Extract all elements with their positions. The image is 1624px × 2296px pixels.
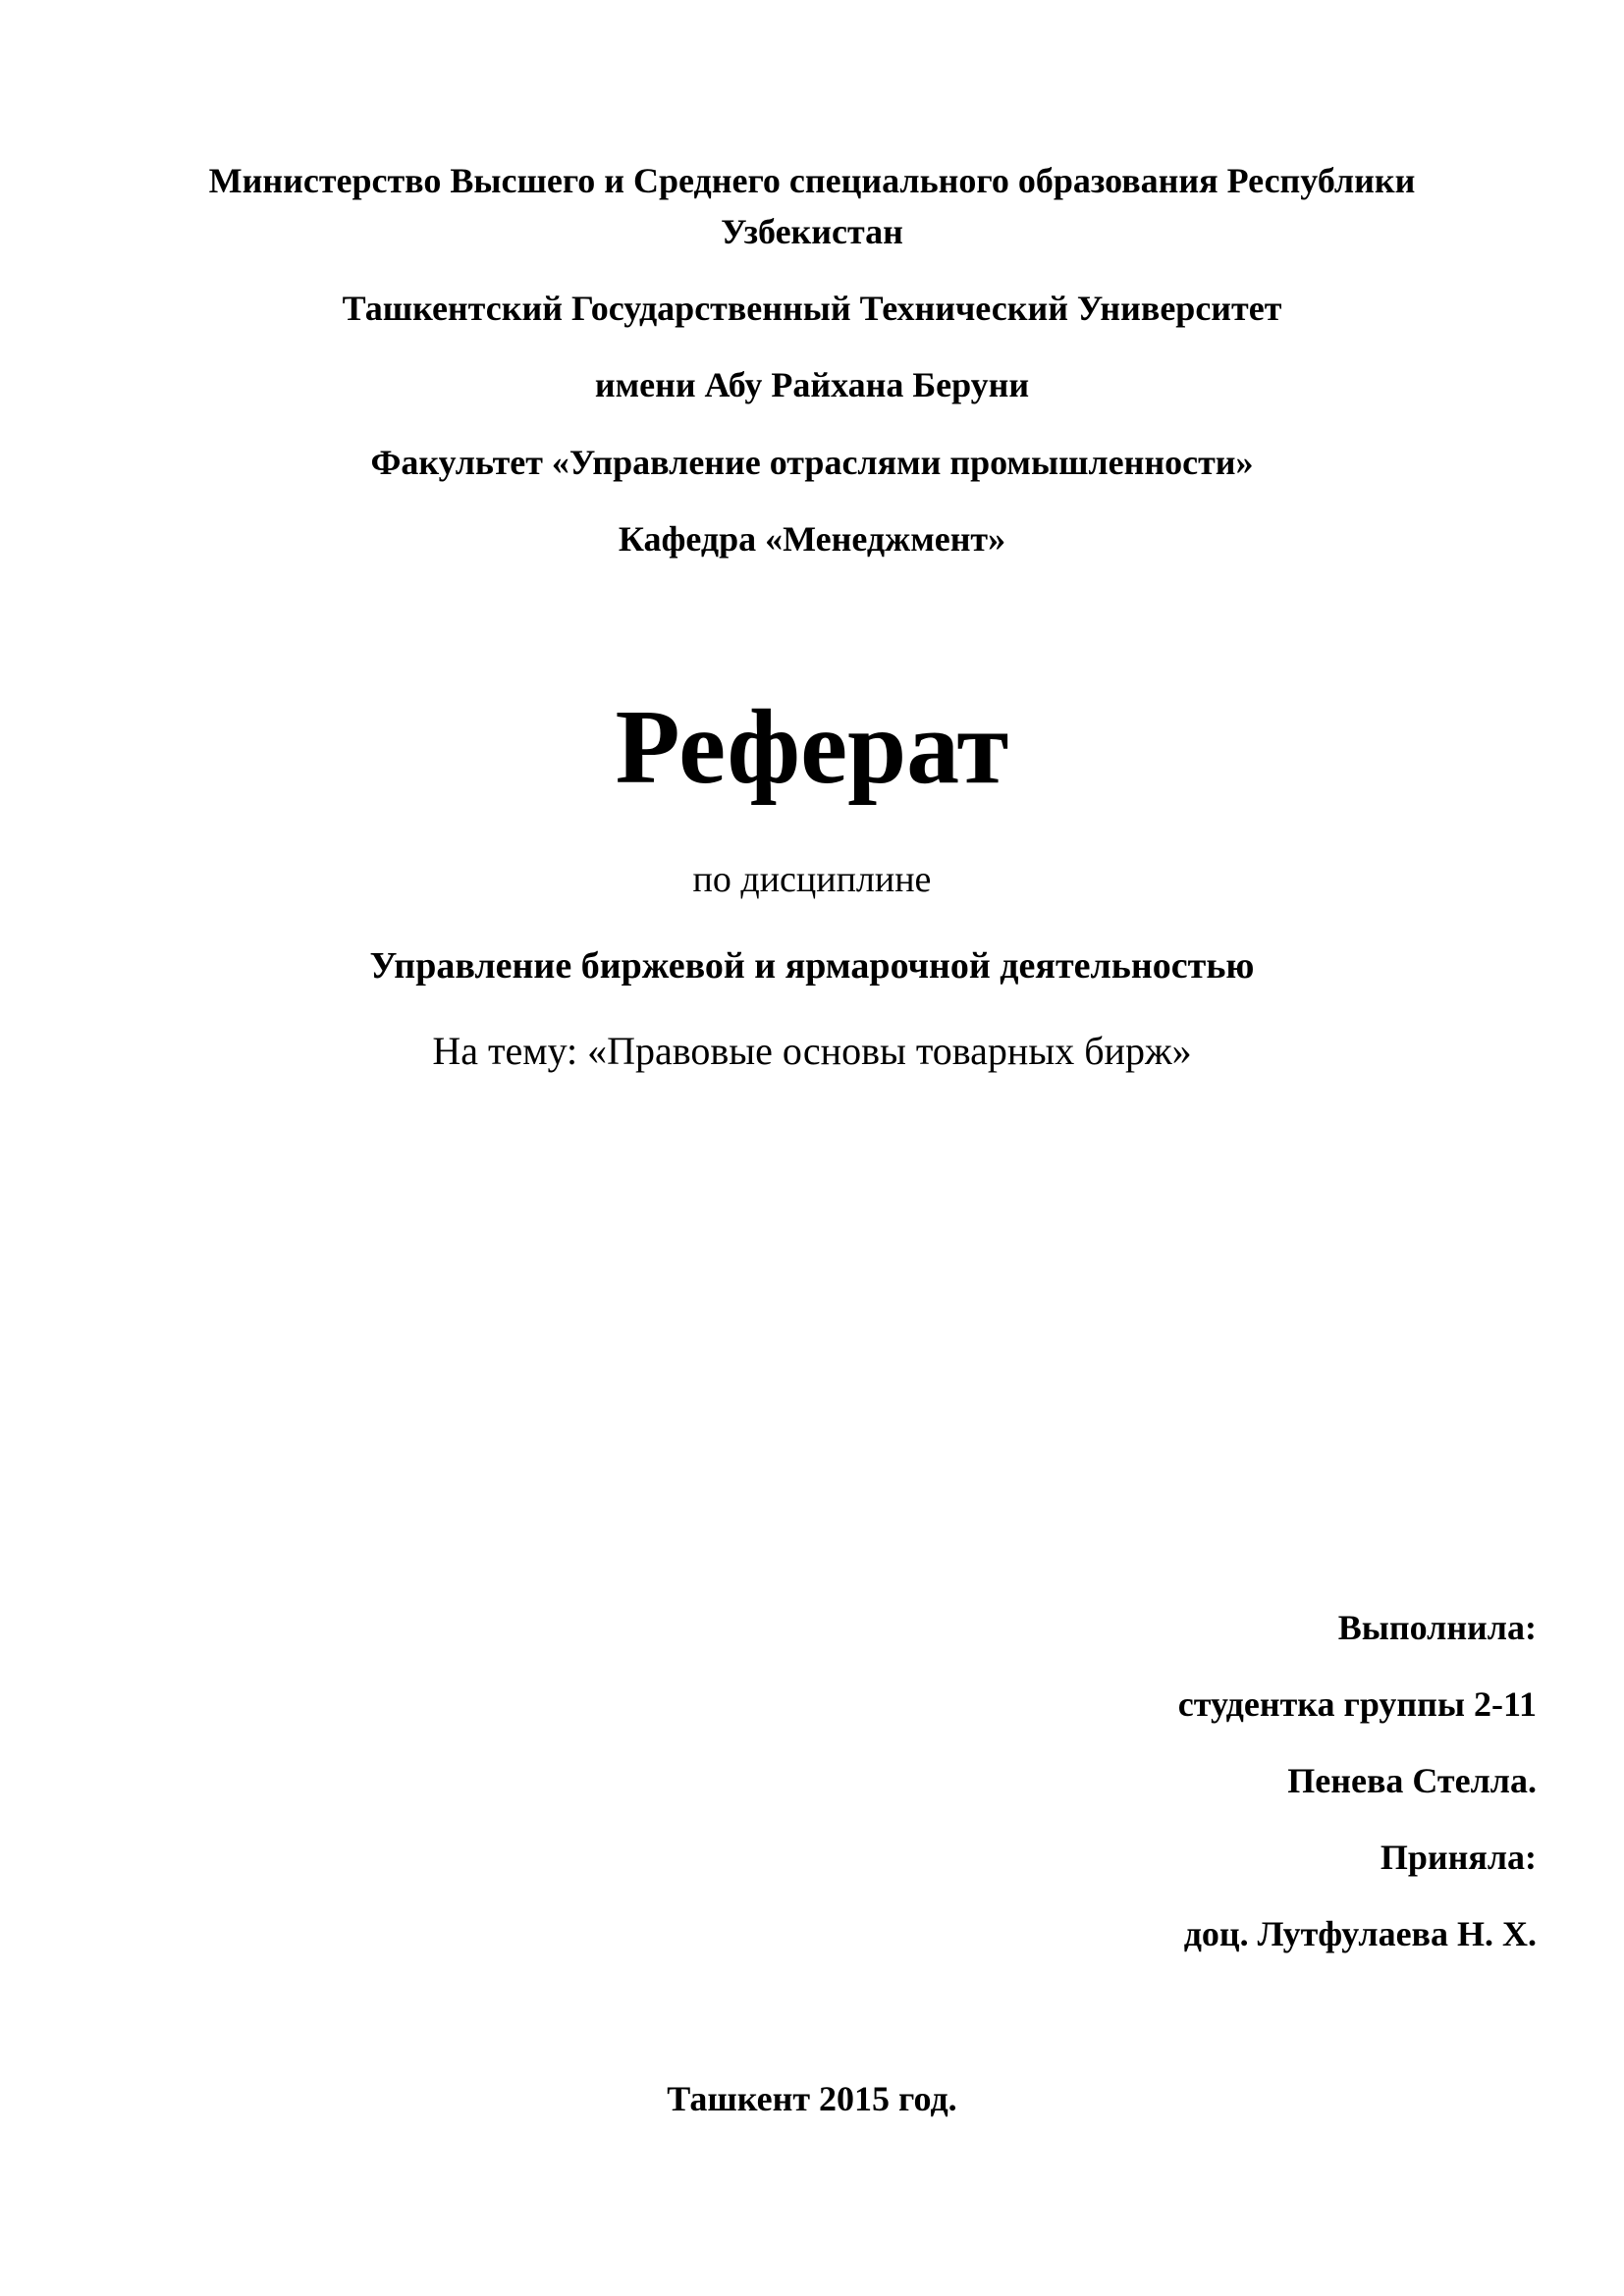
subtitle-line: по дисциплине [692,859,932,900]
student-name: Пенева Стелла. [1287,1761,1537,1800]
teacher-name: доц. Лутфулаева Н. Х. [1183,1914,1537,1953]
university-line: Ташкентский Государственный Технический Университет [342,289,1282,328]
university-name-line: имени Абу Райхана Беруни [594,365,1030,404]
ministry-heading [0,155,1624,257]
city-year-footer: Ташкент 2015 год. [667,2079,957,2118]
faculty-line: Факультет «Управление отраслями промышленности» [370,443,1254,482]
ministry-line-2: Узбекистан [721,212,903,251]
completed-label: Выполнила: [1337,1608,1537,1647]
discipline-line: Управление биржевой и ярмарочной деятельностью [369,945,1255,987]
department-line: Кафедра «Менеджмент» [618,519,1006,559]
ministry-line-1: Министерство Высшего и Среднего специального образования Республики [208,161,1416,200]
student-group: студентка группы 2-11 [1177,1684,1537,1724]
accepted-label: Приняла: [1380,1838,1537,1877]
topic-line: На тему: «Правовые основы товарных бирж» [432,1029,1192,1073]
document-title: Реферат [615,689,1009,806]
